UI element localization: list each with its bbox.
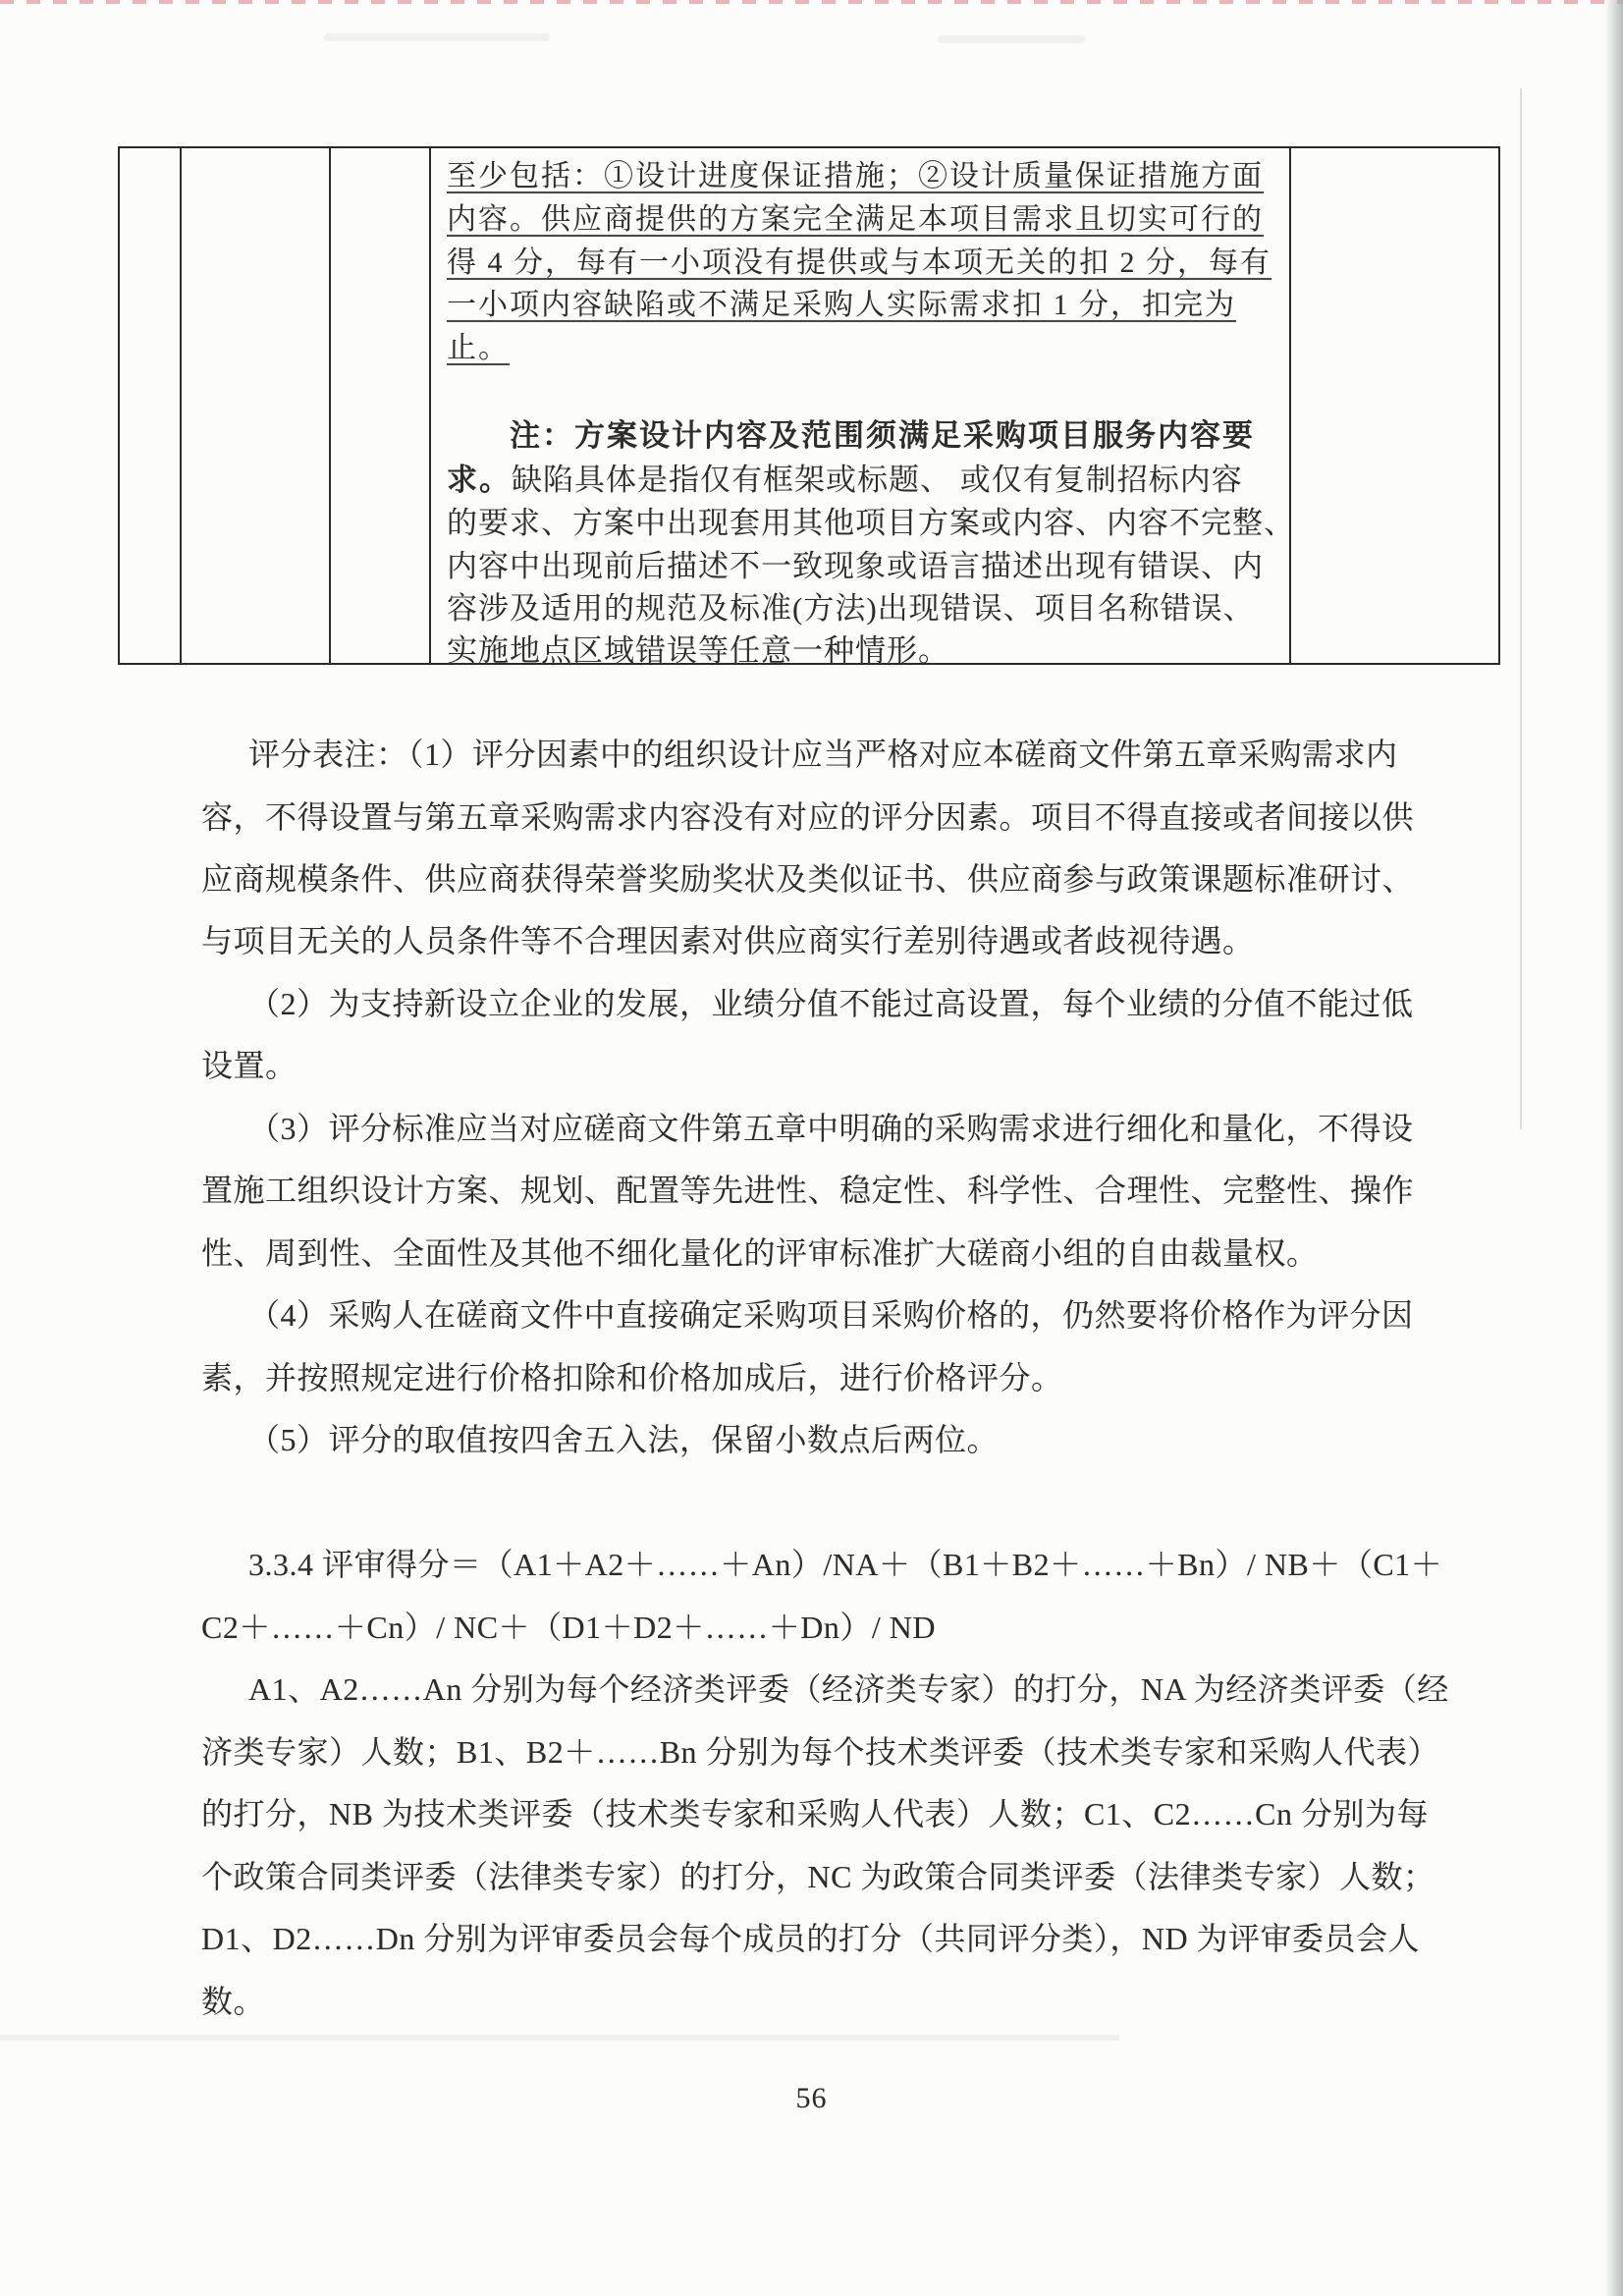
body-line: 济类专家）人数；B1、B2＋……Bn 分别为每个技术类评委（技术类专家和采购人代表） (201, 1734, 1440, 1770)
table-column-border (329, 148, 331, 663)
note-line (447, 414, 1255, 458)
table-cell-line: 至少包括：①设计进度保证措施；②设计质量保证措施方面 (447, 160, 1264, 192)
scan-edge-shadow (1605, 0, 1623, 2296)
body-line: （5）评分的取值按四舍五入法，保留小数点后两位。 (248, 1422, 1000, 1457)
body-line: 数。 (201, 1984, 266, 2019)
body-line: （3）评分标准应当对应磋商文件第五章中明确的采购需求进行细化和量化，不得设 (248, 1111, 1414, 1146)
body-line: 置施工组织设计方案、规划、配置等先进性、稳定性、科学性、合理性、完整性、操作 (201, 1173, 1415, 1208)
body-line: 容，不得设置与第五章采购需求内容没有对应的评分因素。项目不得直接或者间接以供 (201, 799, 1415, 835)
note-bold-text: 求。 (447, 463, 512, 497)
table-cell-line: 止。 (447, 332, 510, 364)
body-line: 应商规模条件、供应商获得荣誉奖励奖状及类似证书、供应商参与政策课题标准研讨、 (201, 861, 1415, 897)
table-column-border (1289, 148, 1291, 663)
note-line (447, 459, 1243, 502)
page-number: 56 (795, 2082, 828, 2114)
note-regular-text: 实施地点区域错误等任意一种情形。 (447, 633, 949, 668)
scan-horizontal-streak (0, 2035, 1119, 2041)
body-line: A1、A2……An 分别为每个经济类评委（经济类专家）的打分，NA 为经济类评委（经 (248, 1671, 1449, 1707)
note-bold-text: 注：方案设计内容及范围须满足采购项目服务内容要 (510, 418, 1255, 453)
body-line: 评分表注：（1）评分因素中的组织设计应当严格对应本磋商文件第五章采购需求内 (248, 737, 1398, 772)
body-line: 个政策合同类评委（法律类专家）的打分，NC 为政策合同类评委（法律类专家）人数； (201, 1859, 1435, 1894)
scan-smudge (938, 35, 1085, 43)
body-line: 与项目无关的人员条件等不合理因素对供应商实行差别待遇或者歧视待遇。 (201, 923, 1255, 958)
body-line: 素，并按照规定进行价格扣除和价格加成后，进行价格评分。 (201, 1360, 1063, 1395)
note-regular-text: 缺陷具体是指仅有框架或标题、 或仅有复制招标内容 (512, 463, 1243, 497)
note-line (447, 502, 1295, 545)
body-line: 的打分，NB 为技术类评委（技术类专家和采购人代表）人数；C1、C2……Cn 分别为每 (201, 1796, 1429, 1831)
note-regular-text: 的要求、方案中出现套用其他项目方案或内容、内容不完整、 (447, 506, 1295, 540)
formula-line: C2＋……＋Cn）/ NC＋（D1＋D2＋……＋Dn）/ ND (201, 1610, 936, 1645)
body-line: 性、周到性、全面性及其他不细化量化的评审标准扩大磋商小组的自由裁量权。 (201, 1235, 1319, 1271)
scan-top-pink-streak (0, 0, 1623, 4)
body-line: （2）为支持新设立企业的发展，业绩分值不能过高设置，每个业绩的分值不能过低 (248, 986, 1414, 1021)
table-cell-line: 得 4 分，每有一小项没有提供或与本项无关的扣 2 分，每有 (447, 246, 1271, 279)
table-cell-line: 内容。供应商提供的方案完全满足本项目需求且切实可行的 (447, 203, 1264, 236)
formula-line: 3.3.4 评审得分＝（A1＋A2＋……＋An）/NA＋（B1＋B2＋……＋Bn）/ NB＋（C1＋ (248, 1547, 1443, 1582)
note-regular-text: 容涉及适用的规范及标准(方法)出现错误、项目名称错误、 (447, 591, 1255, 626)
note-regular-text: 内容中出现前后描述不一致现象或语言描述出现有错误、内 (447, 549, 1264, 583)
table-column-border (180, 148, 182, 663)
note-line (447, 629, 949, 673)
scan-fold-line (1520, 88, 1522, 1129)
note-line (447, 587, 1255, 630)
note-line (447, 545, 1264, 588)
body-line: （4）采购人在磋商文件中直接确定采购项目采购价格的，仍然要将价格作为评分因 (248, 1297, 1414, 1333)
body-line: 设置。 (201, 1048, 298, 1083)
body-line: D1、D2……Dn 分别为评审委员会每个成员的打分（共同评分类），ND 为评审委员会人 (201, 1921, 1421, 1956)
scan-smudge (324, 33, 550, 41)
table-cell-line: 一小项内容缺陷或不满足采购人实际需求扣 1 分，扣完为 (447, 289, 1236, 321)
table-column-border (429, 148, 431, 663)
